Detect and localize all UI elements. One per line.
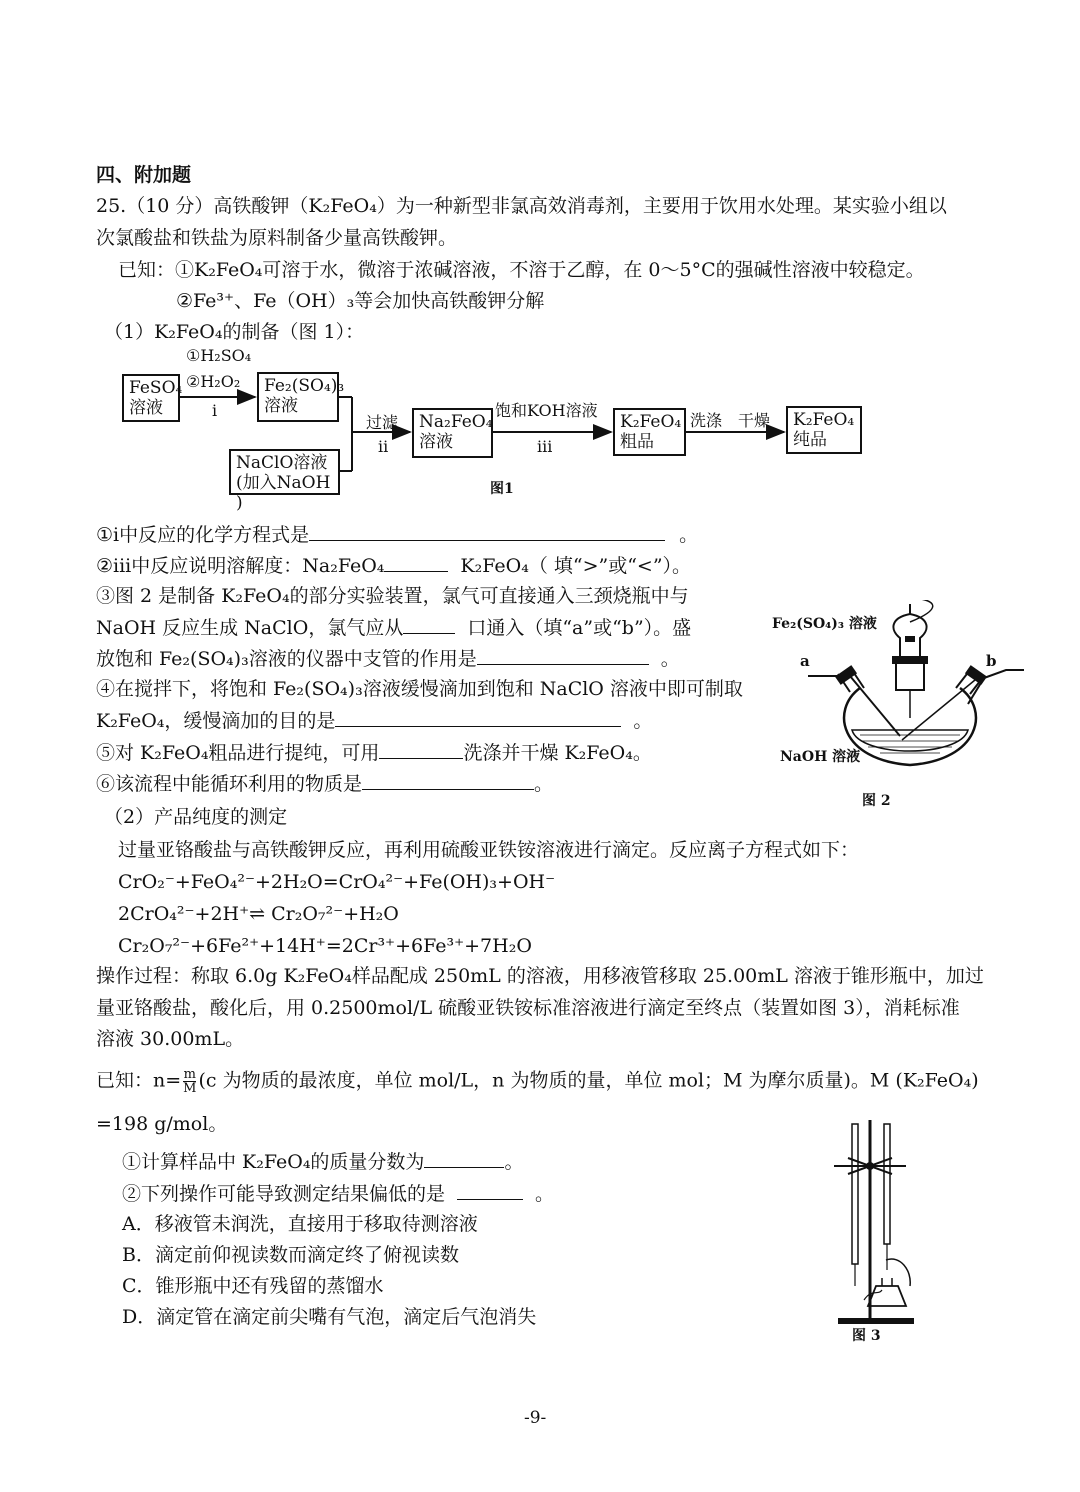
- part1-title: （1）K₂FeO₄的制备（图 1）：: [104, 321, 365, 343]
- fig2-label-fe2so43: Fe₂(SO₄)₃ 溶液: [772, 616, 877, 632]
- q1-6-text-a: ⑥该流程中能循环利用的物质是: [96, 773, 363, 795]
- q1-1-answer-blank[interactable]: [309, 522, 665, 541]
- procedure-line3: 溶液 30.00mL。: [96, 1028, 245, 1050]
- formula-prefix: 已知：n=: [96, 1069, 182, 1092]
- q2-2-text: ②下列操作可能导致测定结果偏低的是: [122, 1183, 446, 1205]
- section-title: 四、附加题: [96, 164, 192, 186]
- koh-label: 饱和KOH溶液: [495, 401, 598, 420]
- q2-1-end: 。: [504, 1151, 524, 1173]
- step-i-label: i: [212, 401, 218, 420]
- q1-3-text-c1: 放饱和 Fe₂(SO₄)₃溶液的仪器中支管的作用是: [96, 648, 477, 670]
- fig2-label-b: b: [986, 652, 997, 670]
- step-ii-label: ii: [378, 437, 389, 456]
- q1-1-end: 。: [679, 524, 699, 546]
- q1-4-line-a: ④在搅拌下，将饱和 Fe₂(SO₄)₃溶液缓慢滴加到饱和 NaClO 溶液中即可制取: [96, 678, 743, 700]
- filter-label: 过滤: [366, 413, 399, 432]
- box-naclo-solution: NaClO溶液 (加入NaOH ): [229, 449, 340, 495]
- formula-explanation: (c 为物质的最浓度，单位 mol/L，n 为物质的量，单位 mol；M 为摩尔质量)。M (K₂FeO₄): [198, 1069, 979, 1092]
- q1-3-text-c2: 。: [660, 648, 680, 670]
- equation-3: Cr₂O₇²⁻+6Fe²⁺+14H⁺=2Cr³⁺+6Fe³⁺+7H₂O: [118, 935, 532, 957]
- part2-intro: 过量亚铬酸盐与高铁酸钾反应，再利用硫酸亚铁铵溶液进行滴定。反应离子方程式如下：: [118, 839, 860, 861]
- reagent-h2so4: ①H₂SO₄: [186, 346, 252, 365]
- known-condition-2: ②Fe³⁺、Fe（OH）₃等会加快高铁酸钾分解: [176, 290, 545, 312]
- q1-2-text-a: ②iii中反应说明溶解度：Na₂FeO₄: [96, 555, 385, 577]
- fraction-denominator: M: [183, 1081, 197, 1096]
- q1-3-line-c: [96, 646, 680, 671]
- fraction-m-over-M: [183, 1068, 196, 1095]
- q1-5-line: [96, 740, 652, 765]
- q1-2-answer-blank[interactable]: [384, 553, 448, 572]
- q1-2-text-b: K₂FeO₄（ 填“>”或“<”）。: [460, 555, 692, 577]
- q1-5-answer-blank[interactable]: [379, 740, 463, 759]
- fraction-numerator: m: [183, 1067, 196, 1082]
- page-number: -9-: [524, 1408, 547, 1428]
- q1-4-line-b: [96, 708, 652, 733]
- q1-1-text: ①i中反应的化学方程式是: [96, 524, 310, 546]
- q2-1-line: [122, 1149, 523, 1174]
- q1-3-text-b1: NaOH 反应生成 NaClO，氯气应从: [96, 617, 404, 639]
- box-fe2so43-solution: Fe₂(SO₄)₃ 溶液: [257, 372, 339, 422]
- q1-3-line-a: ③图 2 是制备 K₂FeO₄的部分实验装置，氯气可直接通入三颈烧瓶中与: [96, 585, 689, 607]
- question-intro-line2: 次氯酸盐和铁盐为原料制备少量高铁酸钾。: [96, 227, 458, 249]
- q2-2-line: [122, 1181, 554, 1206]
- q2-1-text: ①计算样品中 K₂FeO₄的质量分数为: [122, 1151, 425, 1173]
- step-iii-label: iii: [537, 437, 553, 456]
- option-a: A．移液管未润洗，直接用于移取待测溶液: [122, 1213, 478, 1235]
- q1-3-line-b: [96, 615, 691, 640]
- procedure-line2: 量亚铬酸盐，酸化后，用 0.2500mol/L 硫酸亚铁铵标准溶液进行滴定至终点（装置如图 3），消耗标准: [96, 997, 960, 1019]
- procedure-line1: 操作过程：称取 6.0g K₂FeO₄样品配成 250mL 的溶液，用移液管移取 25.00mL 溶液于锥形瓶中，加过: [96, 965, 984, 987]
- q1-3-branch-blank[interactable]: [477, 646, 649, 665]
- q1-2-line: [96, 553, 691, 578]
- q1-4-text-b1: K₂FeO₄，缓慢滴加的目的是: [96, 710, 336, 732]
- q1-6-text-b: 。: [534, 773, 554, 795]
- titration-stand-drawing: [820, 1110, 930, 1340]
- q1-5-text-b: 洗涤并干燥 K₂FeO₄。: [463, 742, 652, 764]
- equation-2: 2CrO₄²⁻+2H⁺⇌ Cr₂O₇²⁻+H₂O: [118, 903, 399, 925]
- box-k2feo4-pure: K₂FeO₄ 纯品: [786, 406, 862, 454]
- option-b: B．滴定前仰视读数而滴定终了俯视读数: [122, 1244, 459, 1266]
- box-na2feo4-solution: Na₂FeO₄ 溶液: [412, 408, 493, 458]
- q1-4-answer-blank[interactable]: [335, 708, 621, 727]
- fig2-label-a: a: [800, 652, 810, 670]
- q1-3-text-b2: 口通入（填“a”或“b”）。盛: [467, 617, 692, 639]
- question-intro-line1: 25.（10 分）高铁酸钾（K₂FeO₄）为一种新型非氯高效消毒剂，主要用于饮用水处理。某实验小组以: [96, 195, 947, 217]
- q1-3-inlet-blank[interactable]: [403, 615, 455, 634]
- dry-label: 干燥: [738, 411, 771, 430]
- box-k2feo4-crude: K₂FeO₄ 粗品: [613, 408, 686, 456]
- equation-1: CrO₂⁻+FeO₄²⁻+2H₂O=CrO₄²⁻+Fe(OH)₃+OH⁻: [118, 871, 556, 893]
- known-condition-1: 已知：①K₂FeO₄可溶于水，微溶于浓碱溶液，不溶于乙醇，在 0～5°C的强碱性溶液中较稳定。: [118, 259, 925, 281]
- q1-5-text-a: ⑤对 K₂FeO₄粗品进行提纯，可用: [96, 742, 380, 764]
- figure-2-caption: 图 2: [862, 793, 891, 809]
- figure-1-caption: 图1: [490, 481, 514, 497]
- reagent-h2o2: ②H₂O₂: [186, 372, 241, 391]
- q2-1-answer-blank[interactable]: [424, 1149, 504, 1168]
- q1-6-line: [96, 771, 553, 796]
- option-d: D．滴定管在滴定前尖嘴有气泡，滴定后气泡消失: [122, 1306, 537, 1328]
- figure-3-caption: 图 3: [852, 1328, 881, 1344]
- option-c: C．锥形瓶中还有残留的蒸馏水: [122, 1275, 384, 1297]
- q2-2-end: 。: [535, 1183, 555, 1205]
- molar-mass-line: =198 g/mol。: [96, 1113, 228, 1135]
- box-feso4-solution: FeSO₄ 溶液: [122, 374, 180, 422]
- part2-title: （2）产品纯度的测定: [104, 806, 288, 828]
- known-formula-line: [96, 1068, 979, 1095]
- q1-6-answer-blank[interactable]: [362, 771, 534, 790]
- q2-2-answer-blank[interactable]: [457, 1181, 523, 1200]
- wash-label: 洗涤: [690, 411, 723, 430]
- q1-4-text-b2: 。: [633, 710, 653, 732]
- fig2-label-naoh: NaOH 溶液: [780, 749, 861, 765]
- q1-1-line: [96, 522, 698, 547]
